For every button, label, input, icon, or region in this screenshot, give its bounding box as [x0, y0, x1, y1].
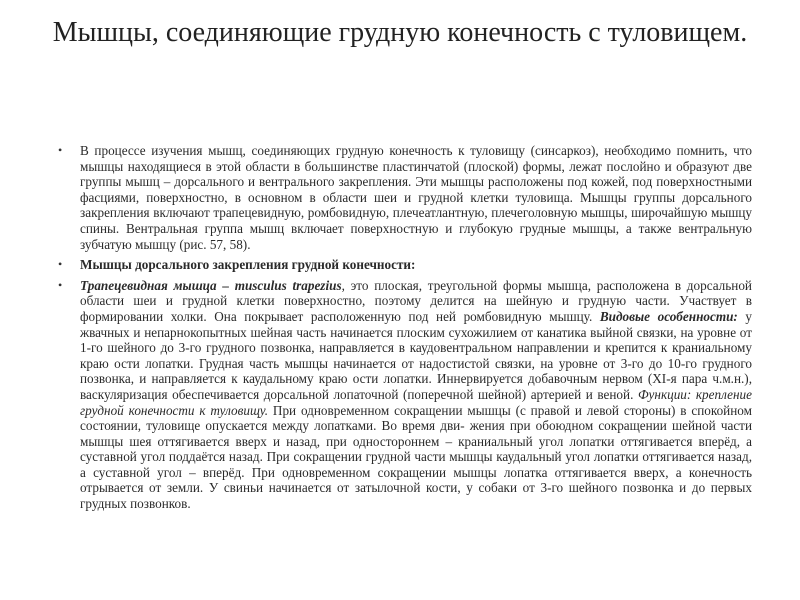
- muscle-name: Трапецевидная мышца – musculus trapezius: [80, 277, 342, 293]
- bullet-item-trapezius: [58, 278, 752, 512]
- trapezius-text-part3: При одновременном сокращении мышцы (с правой и левой стороны) в спокойном состоянии, туловище опускается между лопатками. Во время дви- жения при обоюдном сокращении шейной части мышцы шея оттягивается вверх и назад, при одностороннем – краниальный угол лопатки оттягивается вперёд, а суставной угол поддаётся назад. При сокращении грудной части мышцы каудальный угол лопатки оттягивается назад, а суставной угол – вперёд. При одновременном сокращении мышцы лопатка оттягивается вверх, а конечность отрывается от земли. У свиньи начинается от затылочной кости, у собаки от 3-го шейного позвонка и до первых грудных позвонков.: [80, 402, 752, 512]
- slide-title: Мышцы, соединяющие грудную конечность с туловищем.: [52, 17, 748, 48]
- trapezius-text-part1: , это плоская, треугольной формы мышца, расположена в дорсальной области шеи и грудной клетки поверхностно, поэтому делится на шейную и грудную части. Участвует в формировании холки. Она покрывает расположенную под ней ромбовидную мышцу.: [80, 277, 752, 324]
- bullet-item-intro: [58, 143, 752, 252]
- bullet-dot-icon: •: [58, 257, 63, 272]
- bullet-dot-icon: •: [58, 277, 63, 292]
- section-heading: Мышцы дорсального закрепления грудной конечности:: [80, 257, 416, 273]
- bullet-dot-icon: •: [58, 143, 63, 157]
- bullet-list: [58, 143, 752, 517]
- features-label: Видовые особенности:: [599, 308, 738, 324]
- intro-paragraph: В процессе изучения мышц, соединяющих грудную конечность к туловищу (синсаркоз), необходимо помнить, что мышцы находящиеся в этой области в большинстве пластинчатой (плоской) формы, лежат послойно и образуют две группы мышц – дорсального и вентрального закрепления. Эти мышцы расположены под кожей, под поверхностными фасциями, поверхностно, в основном в области шеи и грудной клетки туловища. Мышцы группы дорсального закрепления включают трапецевидную, ромбовидную, плечеатлантную, плечеголовную мышцы, широчайшую мышцу спины. Вентральная группа мышц включает поверхностную и глубокую грудные мышцы, а также вентральную зубчатую мышцу (рис. 57, 58).: [80, 143, 752, 252]
- bullet-item-heading: [58, 257, 752, 273]
- trapezius-text-part2: у жвачных и непарнокопытных шейная часть начинается плоским сухожилием от канатика выйной связки, на уровне от 1-го шейного до 3-го грудного позвонка, направляется в каудовентральном направлении и крепится к краниальному краю ости лопатки. Грудная часть мышцы начинается от надостистой связки, на уровне от 3-го до 10-го грудного позвонка, и направляется к каудальному краю ости лопатки. Иннервируется добавочным нервом (XI-я пара ч.м.н.), васкуляризация обеспечивается дорсальной лопаточной (поперечной шейной) артерией и веной.: [80, 308, 753, 402]
- functions-label: Функции: крепление грудной конечности к туловищу.: [80, 386, 752, 418]
